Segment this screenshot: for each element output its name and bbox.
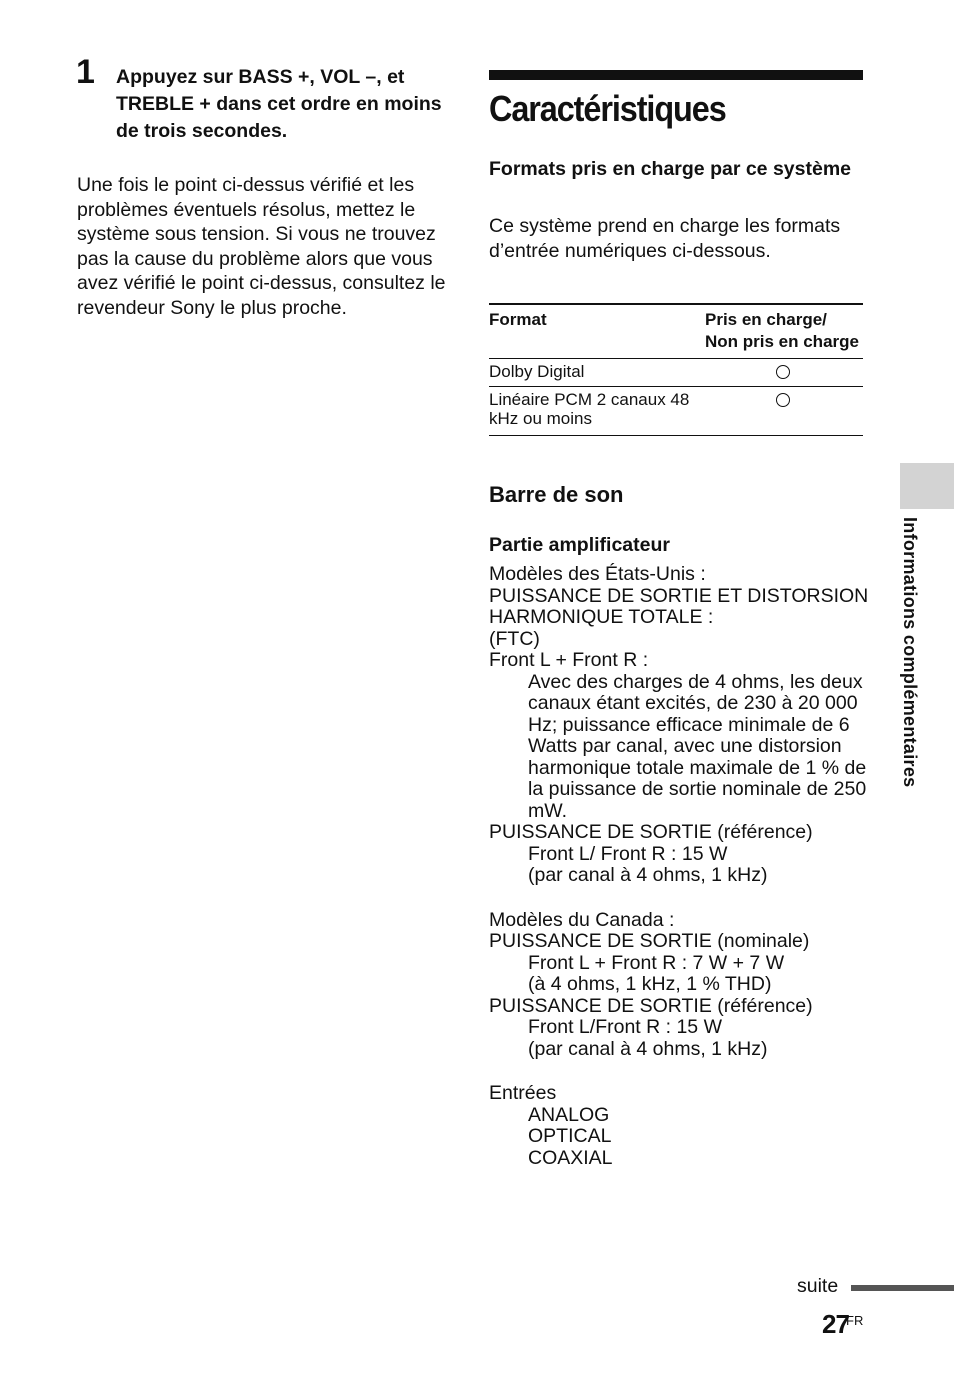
supported-cell (705, 387, 863, 436)
spec-line: Front L/ Front R : 15 W (528, 842, 728, 865)
spec-line (489, 887, 869, 910)
spec-list (489, 564, 869, 1169)
side-tab-text: Informations complémentaires (900, 517, 920, 788)
table-header-row (489, 304, 863, 359)
spec-line: (par canal à 4 ohms, 1 kHz) (528, 1037, 768, 1060)
supported-cell (705, 359, 863, 387)
format-cell: Dolby Digital (489, 362, 585, 381)
page-suffix: FR (846, 1313, 864, 1328)
spec-line: (par canal à 4 ohms, 1 kHz) (528, 864, 768, 886)
page-heading: Caractéristiques (489, 88, 726, 129)
circle-icon (776, 365, 790, 379)
spec-line: Front L + Front R : (489, 649, 649, 671)
side-tab (900, 463, 954, 509)
spec-line: Avec des charges de 4 ohms, les deux canaux étant excités, de 230 à 20 000 Hz; puissance efficace minimale de 6 Watts par canal, avec une distorsion harmonique totale maximale de 1 % de la puissance de sortie nominale de 250 mW. (528, 670, 867, 822)
spec-line: Modèles des États-Unis : (489, 563, 706, 585)
continued-label: suite (797, 1275, 839, 1297)
spec-line: COAXIAL (528, 1146, 613, 1169)
side-tab-label (896, 517, 922, 847)
spec-line: (à 4 ohms, 1 kHz, 1 % THD) (528, 973, 772, 995)
spec-line: PUISSANCE DE SORTIE (nominale) (489, 930, 810, 952)
continued-bar (851, 1285, 954, 1291)
heading-rule (489, 70, 863, 80)
col-support-header: Pris en charge/ Non pris en charge (705, 310, 859, 351)
spec-line: PUISSANCE DE SORTIE (référence) (489, 994, 813, 1017)
amp-heading: Partie amplificateur (489, 534, 670, 556)
spec-line: PUISSANCE DE SORTIE ET DISTORSION HARMONIQUE TOTALE : (489, 584, 869, 628)
spec-line: Modèles du Canada : (489, 908, 675, 931)
formats-intro: Ce système prend en charge les formats d’entrée numériques ci-dessous. (489, 215, 841, 262)
col-format-header: Format (489, 310, 547, 329)
step-title: Appuyez sur BASS +, VOL –, et TREBLE + dans cet ordre en moins de trois secondes. (116, 66, 442, 142)
spec-line: PUISSANCE DE SORTIE (référence) (489, 821, 813, 843)
table-row (489, 387, 863, 436)
formats-heading: Formats pris en charge par ce système (489, 158, 851, 180)
page-number: 27 (822, 1309, 849, 1339)
table-row (489, 359, 863, 387)
step-number: 1 (76, 53, 95, 91)
barre-heading: Barre de son (489, 482, 624, 507)
spec-line: Entrées (489, 1082, 557, 1104)
troubleshoot-paragraph: Une fois le point ci-dessus vérifié et les problèmes éventuels résolus, mettez le système sous tension. Si vous ne trouvez pas la cause du problème alors que vous avez vérifié le point ci-dessus, consultez le revendeur Sony le plus proche. (77, 174, 446, 319)
formats-table (489, 303, 863, 436)
spec-line: Front L/Front R : 15 W (528, 1016, 722, 1038)
spec-line: Front L + Front R : 7 W + 7 W (528, 951, 785, 974)
format-cell: Linéaire PCM 2 canaux 48 kHz ou moins (489, 390, 690, 428)
spec-line: (FTC) (489, 627, 540, 650)
spec-line: ANALOG (528, 1103, 610, 1126)
circle-icon (776, 393, 790, 407)
spec-line: OPTICAL (528, 1125, 612, 1147)
spec-line (489, 1060, 869, 1083)
